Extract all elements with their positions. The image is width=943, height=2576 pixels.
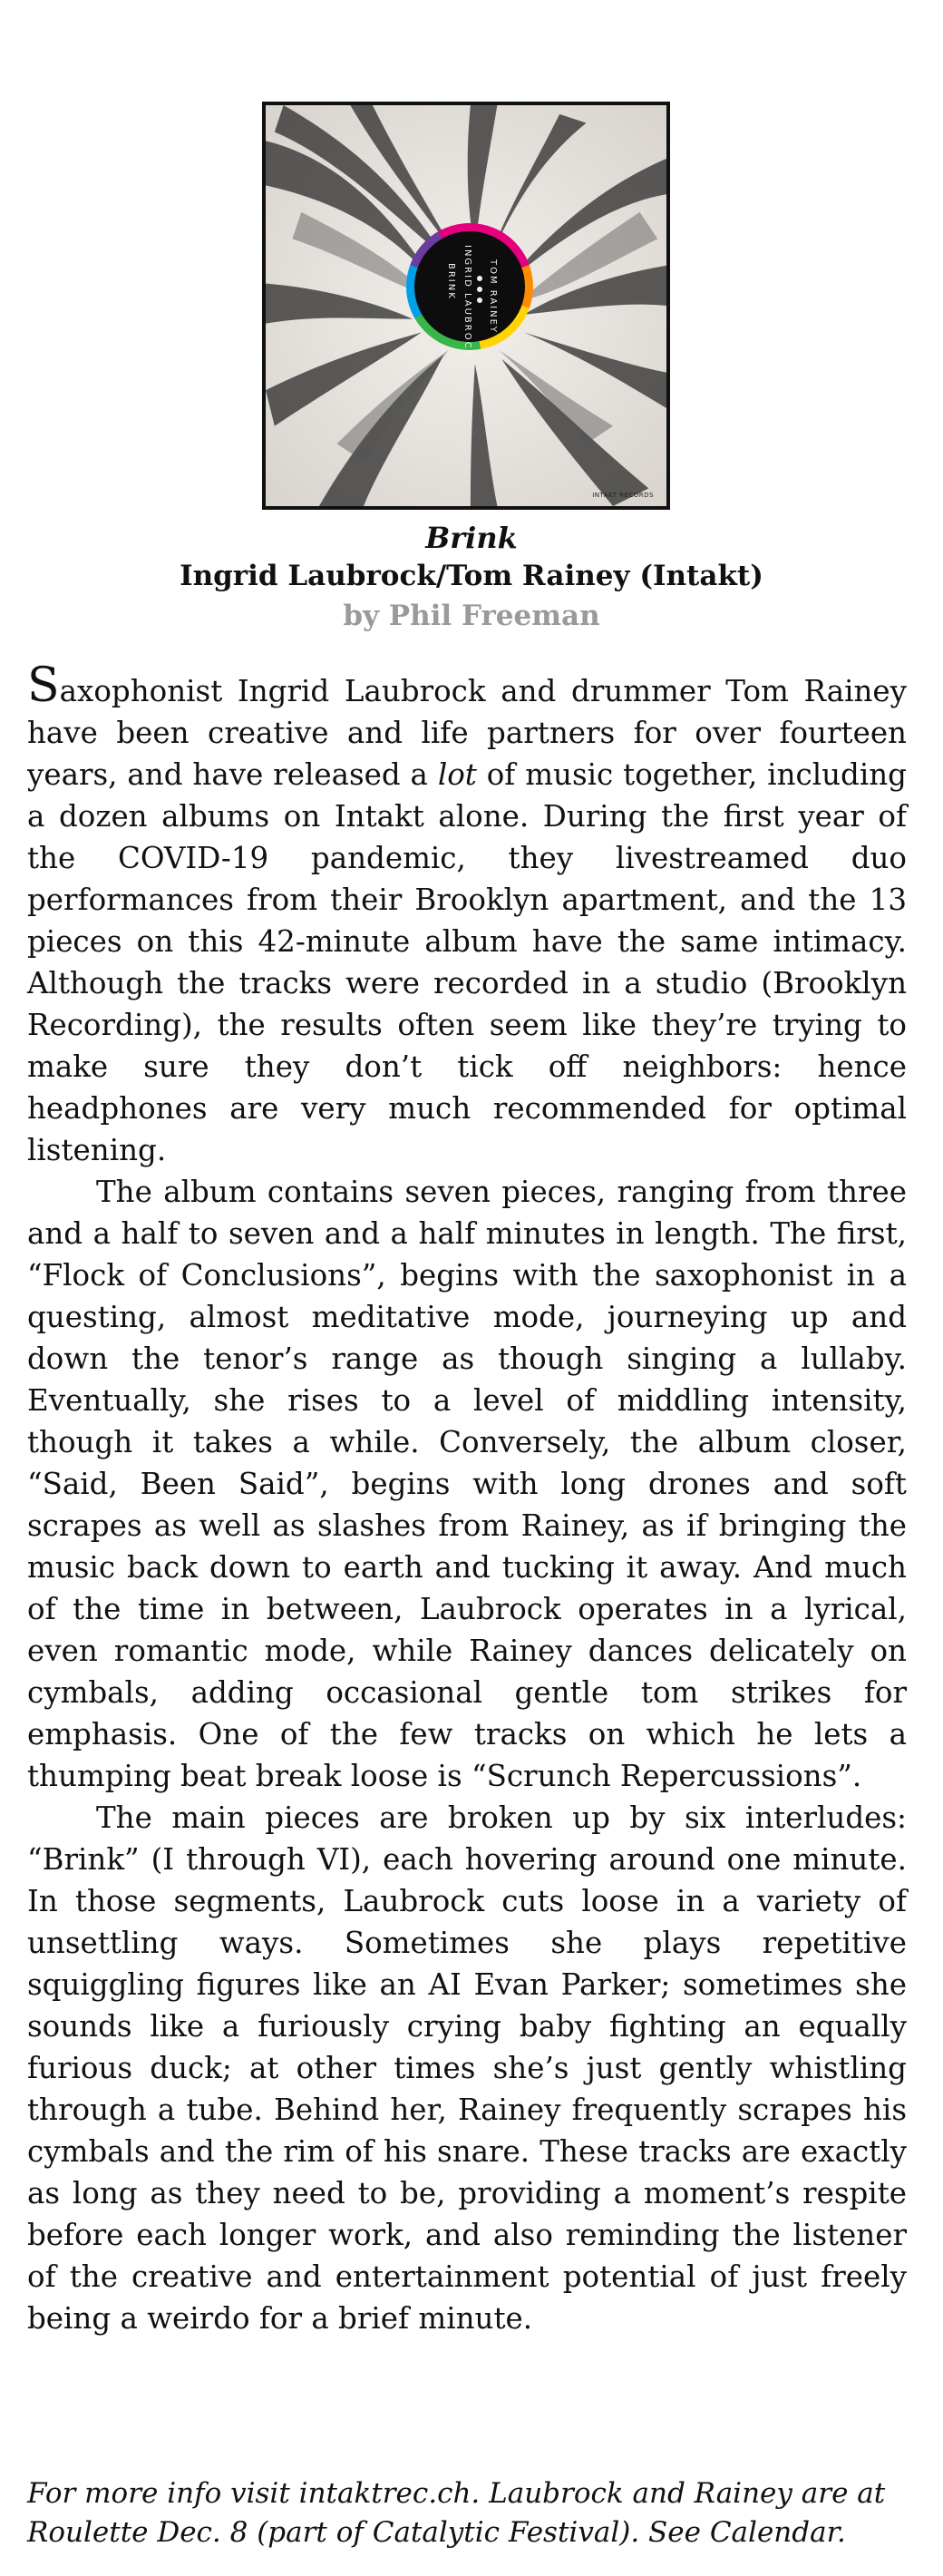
- cover-artist-laubrock: INGRID LAUBROCK: [462, 245, 472, 358]
- cover-title: BRINK: [446, 263, 456, 300]
- album-cover: [262, 102, 670, 510]
- artist-label-line: Ingrid Laubrock/Tom Rainey (Intakt): [180, 560, 763, 592]
- paragraph-1: [27, 659, 907, 1171]
- drop-cap: S: [27, 659, 60, 713]
- paragraph-1-text-a: axophonist Ingrid Laubrock and drummer Tom Rainey have been creative and life partners for over fourteen years, and have released a: [27, 674, 907, 792]
- paragraph-1-text-b: of music together, including a dozen albums on Intakt alone. During the first year of the COVID-19 pandemic, they livestreamed duo performances from their Brooklyn apartment, and the 13 pieces on this 42-minute album have the same intimacy. Although the tracks were recorded in a studio (Brooklyn Recording), the results often seem like they’re trying to make sure they don’t tick off neighbors: hence headphones are very much recommended for optimal listening.: [27, 757, 907, 1167]
- byline: by Phil Freeman: [343, 600, 600, 632]
- review-body: [27, 659, 907, 2339]
- paragraph-1-emphasis: lot: [437, 757, 477, 792]
- label-dot: [477, 298, 482, 303]
- record-label-disc: [406, 223, 533, 358]
- paragraph-3: The main pieces are broken up by six interludes: “Brink” (I through VI), each hovering around one minute. In those segments, Laubrock cuts loose in a variety of unsettling ways. Sometimes she plays repetitive squiggling figures like an AI Evan Parker; sometimes she sounds like a furiously crying baby fighting an equally furious duck; at other times she’s just gently whistling through a tube. Behind her, Rainey frequently scrapes his cymbals and the rim of his snare. These tracks are exactly as long as they need to be, providing a moment’s respite before each longer work, and also reminding the listener of the creative and entertainment potential of just freely being a weirdo for a brief minute.: [27, 1800, 907, 2336]
- cover-artist-rainey: TOM RAINEY: [488, 259, 498, 335]
- paragraph-2: The album contains seven pieces, ranging from three and a half to seven and a half minutes in length. The first, “Flock of Conclusions”, begins with the saxophonist in a questing, almost meditative mode, journeying up and down the tenor’s range as though singing a lullaby. Eventually, she rises to a level of middling intensity, though it takes a while. Conversely, the album closer, “Said, Been Said”, begins with long drones and soft scrapes as well as slashes from Rainey, as if bringing the music back down to earth and tucking it away. And much of the time in between, Laubrock operates in a lyrical, even romantic mode, while Rainey dances delicately on cymbals, adding occasional gentle tom strikes for emphasis. One of the few tracks on which he lets a thumping beat break loose is “Scrunch Repercussions”.: [27, 1175, 907, 1793]
- info-footer: For more info visit intaktrec.ch. Laubrock and Rainey are at Roulette Dec. 8 (part of Catalytic Festival). See Calendar.: [27, 2477, 886, 2549]
- album-title: Brink: [425, 521, 518, 555]
- cover-label-imprint: INTAKT RECORDS: [592, 492, 654, 499]
- label-dot: [477, 276, 482, 281]
- label-dot: [477, 287, 482, 292]
